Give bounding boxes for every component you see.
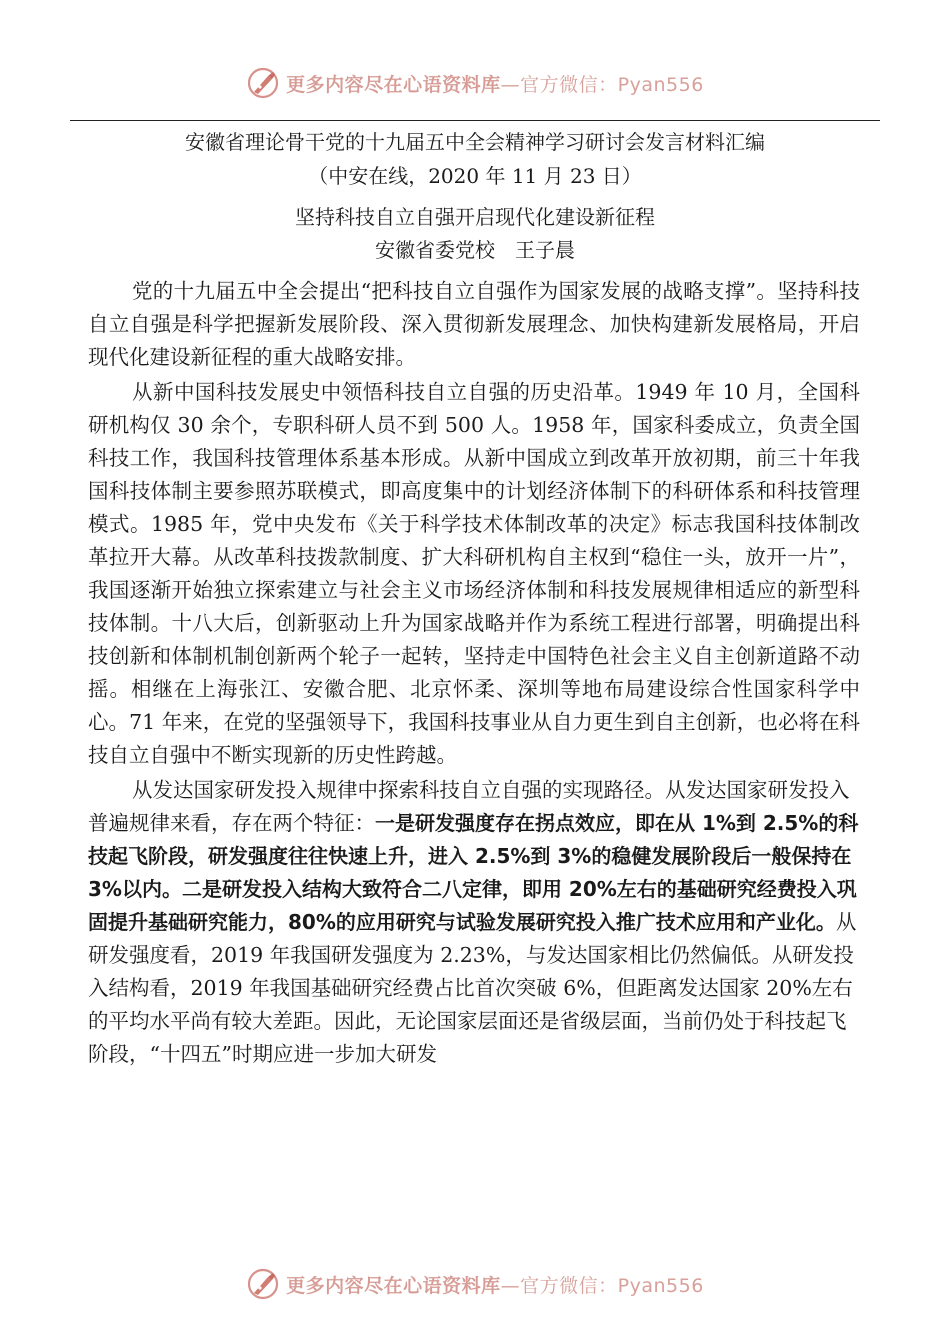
- header-rule: [70, 120, 880, 121]
- paragraph-2: 从新中国科技发展史中领悟科技自立自强的历史沿革。1949 年 10 月，全国科研机构仅 30 余个，专职科研人员不到 500 人。1958 年，国家科委成立，负责全国科技工作，我国科技管理体系基本形成。从新中国成立到改革开放初期，前三十年我国科技体制主要参照苏联模式，即高度集中的计划经济体制下的科研体系和科技管理模式。1985 年，党中央发布《关于科学技术体制改革的决定》标志我国科技体制改革拉开大幕。从改革科技拨款制度、扩大科研机构自主权到“稳住一头，放开一片”，我国逐渐开始独立探索建立与社会主义市场经济体制和科技发展规律相适应的新型科技体制。十八大后，创新驱动上升为国家战略并作为系统工程进行部署，明确提出科技创新和体制机制创新两个轮子一起转，坚持走中国特色社会主义自主创新道路不动摇。相继在上海张江、安徽合肥、北京怀柔、深圳等地布局建设综合性国家科学中心。71 年来，在党的坚强领导下，我国科技事业从自力更生到自主创新，也必将在科技自立自强中不断实现新的历史性跨越。: [88, 380, 860, 767]
- paragraph-3: [88, 774, 860, 1071]
- pen-nib-logo-icon: [246, 1267, 280, 1301]
- banner-main: 更多内容尽在心语资料库: [286, 73, 501, 96]
- banner-tail: 官方微信：Pyan556: [520, 73, 704, 96]
- document-title: 安徽省理论骨干党的十九届五中全会精神学习研讨会发言材料汇编: [185, 130, 765, 154]
- paragraph-3-intro: 从发达国家研发投入规律中探索科技自立自强的实现路径。从发达国家研发投入普遍规律来看，存在两个特征：: [88, 778, 850, 835]
- bottom-banner: [0, 1264, 950, 1304]
- paragraph-3-highlight: 一是研发强度存在拐点效应，即在从 1%到 2.5%的科技起飞阶段，研发强度往往快速上升，进入 2.5%到 3%的稳健发展阶段后一般保持在 3%以内。二是研发投入结构大致符合二八定律，即用 20%左右的基础研究经费投入巩固提升基础研究能力，80%的应用研究与试验发展研究投入推广技术应用和产业化。: [88, 811, 859, 934]
- banner-text: [286, 70, 704, 97]
- article-body: [88, 275, 860, 1073]
- top-banner: [0, 63, 950, 103]
- pen-nib-logo-icon: [246, 66, 280, 100]
- banner-text: [286, 1271, 704, 1298]
- paragraph-1: 党的十九届五中全会提出“把科技自立自强作为国家发展的战略支撑”。坚持科技自立自强是科学把握新发展阶段、深入贯彻新发展理念、加快构建新发展格局，开启现代化建设新征程的重大战略安排。: [88, 279, 860, 369]
- banner-sep: —: [500, 73, 521, 96]
- article-author: 安徽省委党校 王子晨: [375, 238, 575, 262]
- document-source: （中安在线，2020 年 11 月 23 日）: [308, 164, 642, 188]
- banner-main: 更多内容尽在心语资料库: [286, 1274, 501, 1297]
- paragraph-3-rest: 从研发强度看，2019 年我国研发强度为 2.23%，与发达国家相比仍然偏低。从研发投入结构看，2019 年我国基础研究经费占比首次突破 6%，但距离发达国家 20%左右的平均水平尚有较大差距。因此，无论国家层面还是省级层面，当前仍处于科技起飞阶段，“十四五”时期应进一步加大研发: [88, 910, 857, 1066]
- banner-sep: —: [500, 1274, 521, 1297]
- banner-tail: 官方微信：Pyan556: [520, 1274, 704, 1297]
- article-title: 坚持科技自立自强开启现代化建设新征程: [295, 205, 655, 229]
